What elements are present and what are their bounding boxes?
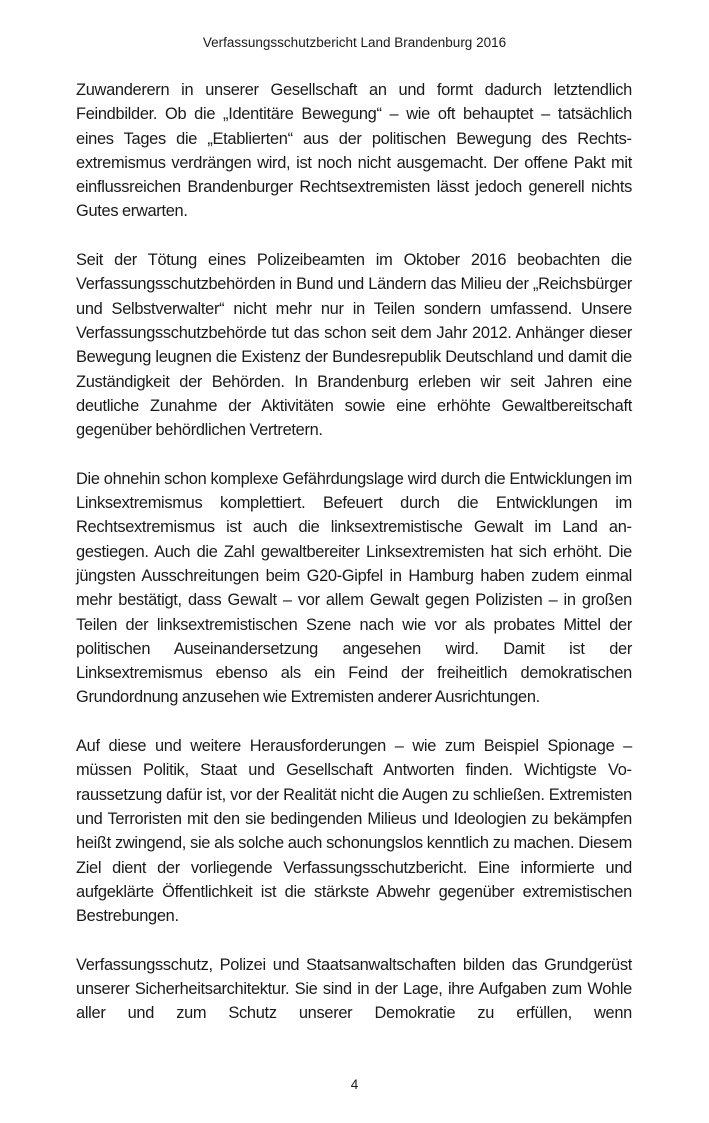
paragraph: Zuwanderern in unserer Gesellschaft an und formt dadurch letztendlich Feindbilder. Ob die „Identitäre Bewegung“ – wie oft behauptet – tatsächlich eines Tages die „Etablierten“ aus der politischen Bewegung des Rechtsextremismus verdrängen wird, ist noch nicht ausgemacht. Der offene Pakt mit einflussreichen Brandenburger Rechtsextremisten lässt jedoch generell nichts Gutes erwarten. [76,81,632,221]
paragraph: Auf diese und weitere Herausforderungen – wie zum Beispiel Spionage – müssen Politik, Staat und Gesellschaft Antworten finden. Wichtigste Voraussetzung dafür ist, vor der Realität nicht die Augen zu schließen. Extremisten und Terroristen mit den sie bedingenden Milieus und Ideologien zu bekämpfen heißt zwingend, sie als solche auch schonungslos kenntlich zu machen. Diesem Ziel dient der vorliegende Verfassungsschutzbericht. Eine informierte und aufgeklärte Öffentlichkeit ist die stärkste Abwehr gegenüber extremistischen Bestrebungen. [76,737,632,926]
paragraph: Verfassungsschutz, Polizei und Staatsanwaltschaften bilden das Grundgerüst unserer Sicherheitsarchitektur. Sie sind in der Lage, ihre Aufgaben zum Wohle aller und zum Schutz unserer Demokratie zu erfüllen, wenn [76,955,632,1023]
paragraph: Seit der Tötung eines Polizeibeamten im Oktober 2016 beobachten die Verfassungsschutzbehörden in Bund und Ländern das Milieu der „Reichsbürger und Selbstverwalter“ nicht mehr nur in Teilen sondern umfassend. Unsere Verfassungsschutzbehörde tut das schon seit dem Jahr 2012. Anhänger dieser Bewegung leugnen die Existenz der Bundesrepublik Deutschland und damit die Zuständigkeit der Behörden. In Brandenburg erleben wir seit Jahren eine deutliche Zunahme der Aktivitäten sowie eine erhöhte Gewaltbereitschaft gegenüber behördlichen Vertretern. [76,251,632,440]
running-header: Verfassungsschutzbericht Land Brandenburg 2016 [202,35,507,50]
page-number: 4 [350,1077,359,1092]
body-text [76,78,632,1026]
paragraph: Die ohnehin schon komplexe Gefährdungslage wird durch die Entwicklungen im Linksextremismus komplettiert. Befeuert durch die Entwicklungen im Rechtsextremismus ist auch die linksextremistische Gewalt im Land angestiegen. Auch die Zahl gewaltbereiter Linksextremisten hat sich erhöht. Die jüngsten Ausschreitungen beim G20-Gipfel in Hamburg haben zudem einmal mehr bestätigt, dass Gewalt – vor allem Gewalt gegen Polizisten – in großen Teilen der linksextremistischen Szene nach wie vor als probates Mittel der politischen Auseinandersetzung angesehen wird. Damit ist der Linksextremismus ebenso als ein Feind der freiheitlich demokratischen Grundordnung anzusehen wie Extremisten anderer Ausrichtungen. [76,469,632,707]
